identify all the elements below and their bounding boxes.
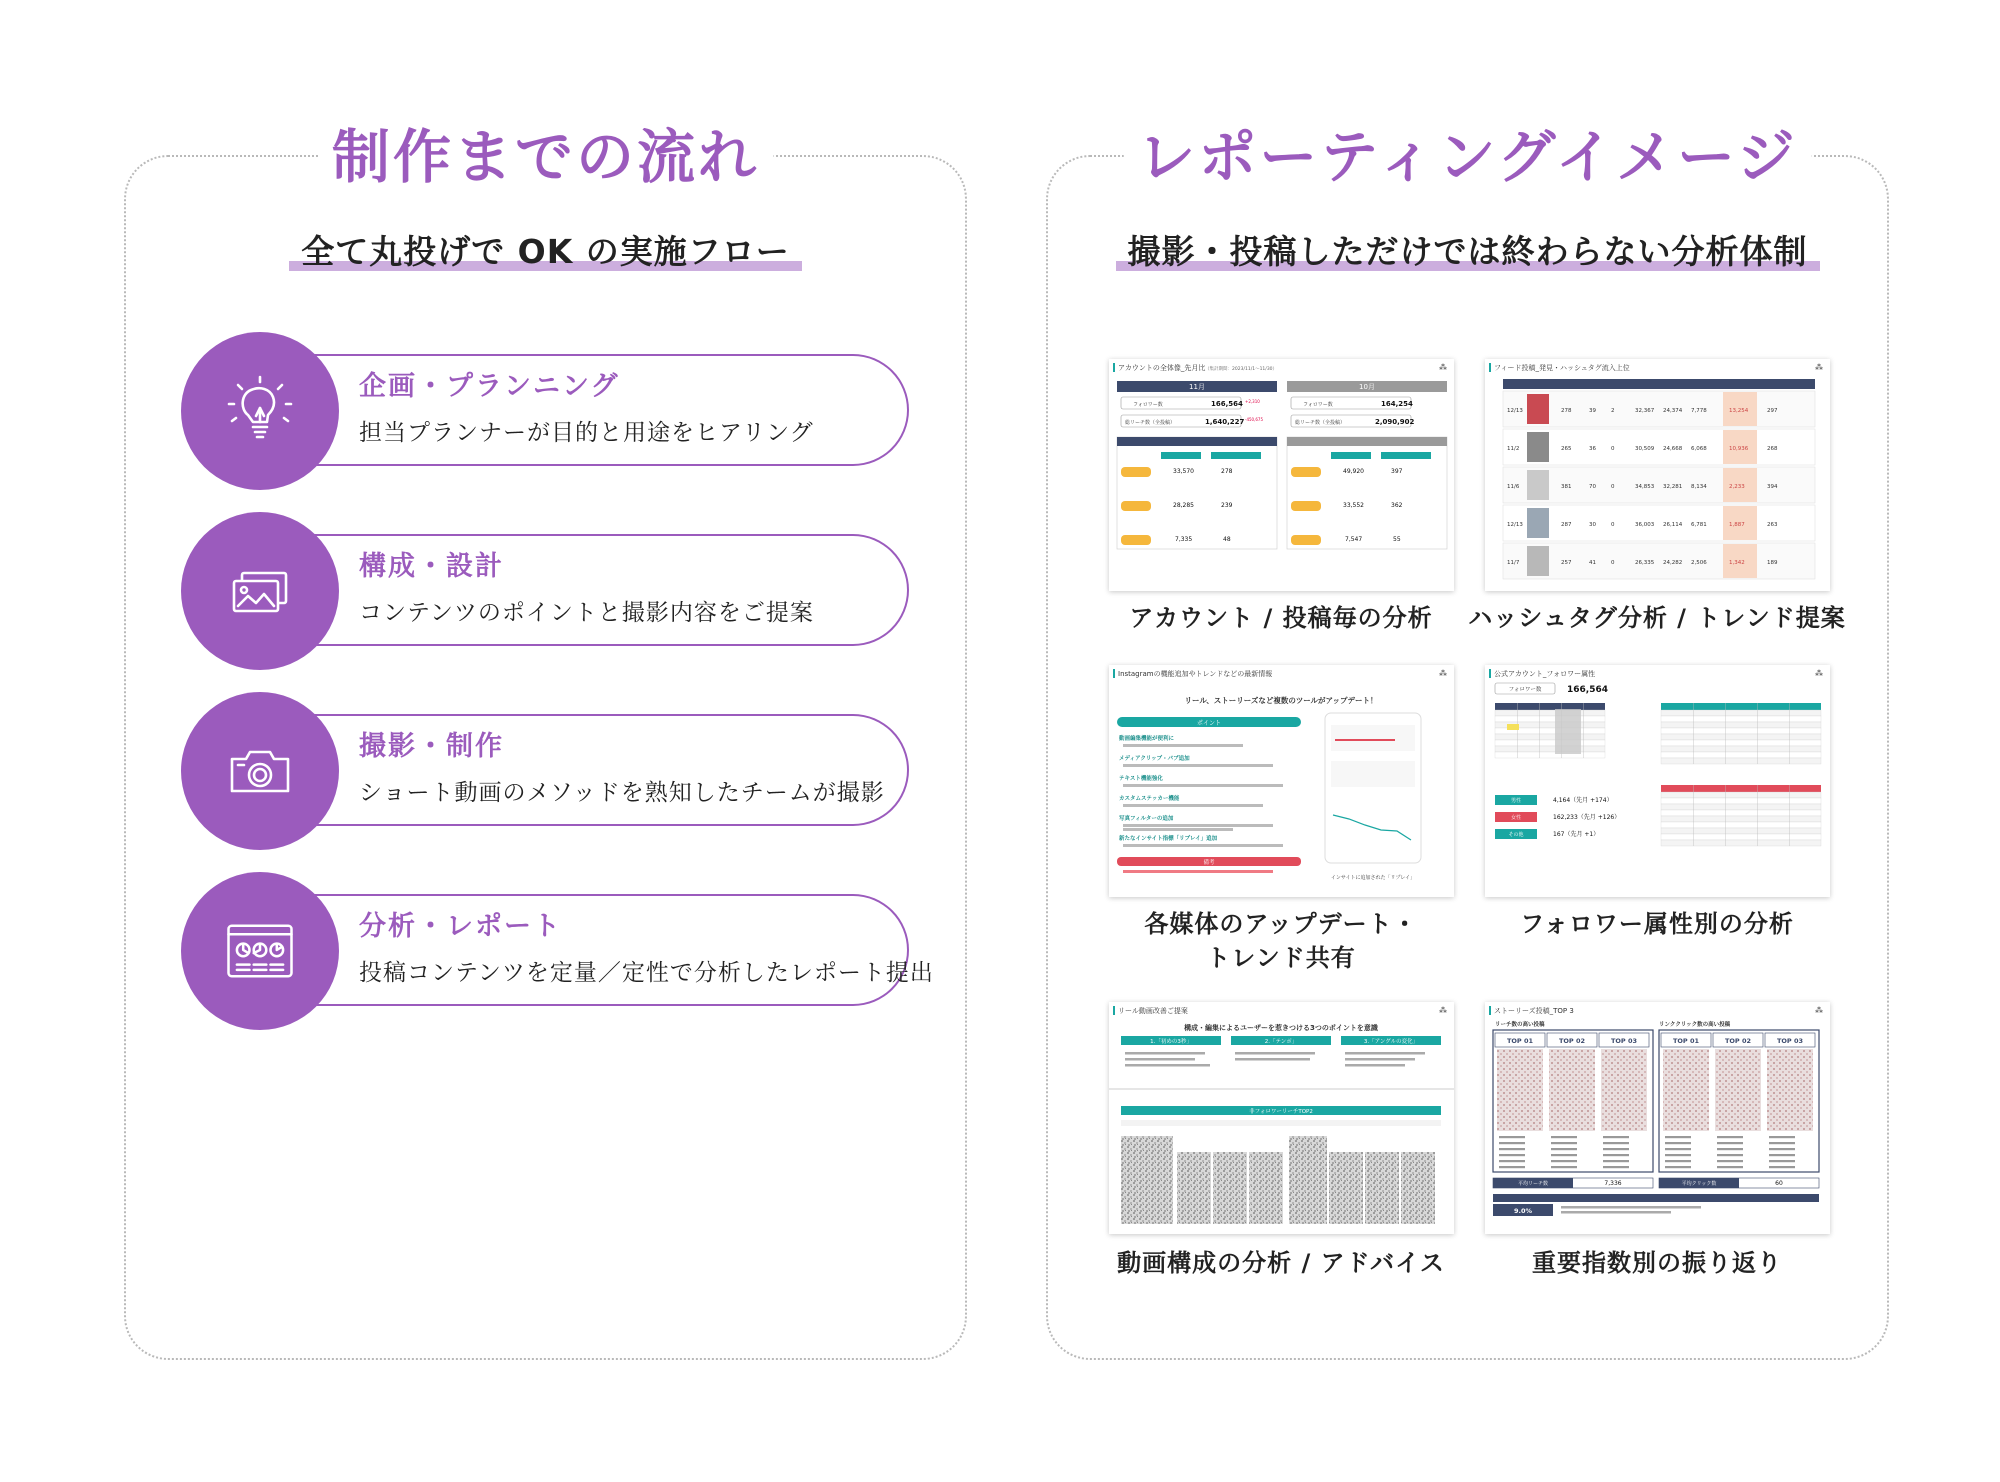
flow-step-title: 分析・レポート	[359, 911, 562, 942]
svg-text:男性: 男性	[1510, 798, 1522, 804]
svg-text:33,552: 33,552	[1343, 502, 1364, 509]
production-flow-subtitle: 全て丸投げで OK の実施フロー	[289, 227, 802, 277]
top-label: TOP 03	[1776, 1037, 1804, 1045]
table-cell: 12/13	[1507, 408, 1523, 414]
table-cell: 1,887	[1729, 522, 1745, 528]
report-thumb-hashtag	[1485, 359, 1830, 591]
svg-text:397: 397	[1391, 468, 1403, 475]
svg-text:162,233（先月 +126）: 162,233（先月 +126）	[1553, 814, 1621, 821]
svg-text:テキスト機能強化: テキスト機能強化	[1119, 776, 1163, 782]
report-caption: ハッシュタグ分析 / トレンド提案	[1468, 604, 1846, 632]
svg-text:リール、ストーリーズなど複数のツールがアップデート！: リール、ストーリーズなど複数のツールがアップデート！	[1184, 696, 1378, 705]
table-cell: 394	[1767, 484, 1778, 490]
svg-text:非フォロワーリーチTOP2: 非フォロワーリーチTOP2	[1249, 1109, 1313, 1115]
table-cell: 2	[1611, 408, 1615, 414]
svg-text:2.「テンポ」: 2.「テンポ」	[1264, 1039, 1298, 1045]
flow-step-design	[181, 512, 911, 670]
table-cell: 2,233	[1729, 484, 1745, 490]
report-thumb-reel	[1109, 1002, 1454, 1234]
table-cell: 265	[1561, 446, 1572, 452]
svg-text:33,570: 33,570	[1173, 468, 1194, 475]
report-caption: 動画構成の分析 / アドバイス	[1117, 1249, 1445, 1277]
camera-icon	[220, 731, 300, 811]
svg-text:164,254: 164,254	[1381, 400, 1413, 408]
svg-text:2,090,902: 2,090,902	[1375, 418, 1415, 426]
svg-text:リンククリック数の高い投稿: リンククリック数の高い投稿	[1659, 1022, 1731, 1028]
reporting-image-title: レポーティングイメージ	[1123, 112, 1812, 202]
report-thumb-updates	[1109, 665, 1454, 897]
table-cell: 12/13	[1507, 522, 1523, 528]
table-cell: 36,003	[1635, 522, 1655, 528]
report-caption: 重要指数別の振り返り	[1532, 1249, 1782, 1277]
svg-text:167（先月 +1）: 167（先月 +1）	[1553, 831, 1600, 838]
flow-step-desc: ショート動画のメソッドを熟知したチームが撮影	[359, 780, 885, 806]
svg-text:28,285: 28,285	[1173, 502, 1194, 509]
lightbulb-icon	[220, 371, 300, 451]
flow-step-desc: 担当プランナーが目的と用途をヒアリング	[359, 420, 814, 446]
production-flow-panel	[124, 123, 967, 1360]
svg-text:⁂: ⁂	[1439, 669, 1447, 678]
svg-text:構成・編集によるユーザーを惹きつける3つのポイントを意識: 構成・編集によるユーザーを惹きつける3つのポイントを意識	[1184, 1024, 1378, 1032]
table-cell: 10,936	[1729, 446, 1749, 452]
table-cell: 32,281	[1663, 484, 1683, 490]
svg-text:インサイトに追加された「リプレイ」: インサイトに追加された「リプレイ」	[1330, 875, 1416, 881]
image-cards-icon	[220, 551, 300, 631]
top-label: TOP 02	[1724, 1037, 1752, 1045]
slide-title: アカウントの全体像_先月比	[1118, 364, 1206, 372]
flow-step-desc: 投稿コンテンツを定量／定性で分析したレポート提出	[359, 960, 934, 986]
report-caption: フォロワー属性別の分析	[1520, 910, 1794, 938]
report-caption: 各媒体のアップデート・ トレンド共有	[1144, 910, 1418, 972]
flow-step-desc: コンテンツのポイントと撮影内容をご提案	[359, 600, 814, 626]
table-cell: 0	[1611, 560, 1615, 566]
svg-text:10月: 10月	[1359, 383, 1375, 391]
table-cell: 24,668	[1663, 446, 1683, 452]
table-cell: 287	[1561, 522, 1572, 528]
svg-text:動画編集機能が便利に: 動画編集機能が便利に	[1119, 736, 1175, 742]
svg-text:60: 60	[1775, 1180, 1783, 1187]
flow-step-shooting	[181, 692, 911, 850]
table-cell: 278	[1561, 408, 1572, 414]
svg-text:平均リーチ数: 平均リーチ数	[1517, 1181, 1549, 1187]
table-cell: 13,254	[1729, 408, 1749, 414]
svg-text:4,164（先月 +174）: 4,164（先月 +174）	[1553, 797, 1613, 804]
svg-text:⁂: ⁂	[1439, 1006, 1447, 1015]
table-cell: 8,134	[1691, 484, 1707, 490]
table-cell: 32,367	[1635, 408, 1655, 414]
table-cell: 0	[1611, 446, 1615, 452]
slide-title: ストーリーズ投稿_TOP 3	[1494, 1007, 1574, 1015]
svg-text:166,564: 166,564	[1567, 685, 1608, 695]
table-cell: 1,342	[1729, 560, 1745, 566]
svg-text:49,920: 49,920	[1343, 468, 1364, 475]
svg-text:3.「アングルの変化」: 3.「アングルの変化」	[1363, 1039, 1419, 1045]
dashboard-icon	[218, 909, 302, 993]
table-cell: 41	[1589, 560, 1596, 566]
table-cell: 70	[1589, 484, 1596, 490]
flow-step-title: 構成・設計	[359, 551, 504, 582]
svg-text:-450,675: -450,675	[1245, 417, 1263, 422]
svg-text:総リーチ数（全投稿）: 総リーチ数（全投稿）	[1125, 420, 1176, 426]
slide-period: （集計期間：2023/11/1〜11/30）	[1205, 367, 1278, 372]
table-cell: 11/7	[1507, 560, 1520, 566]
top-label: TOP 03	[1610, 1037, 1638, 1045]
svg-text:総リーチ数（全投稿）: 総リーチ数（全投稿）	[1295, 420, 1346, 426]
svg-text:55: 55	[1393, 536, 1401, 543]
svg-text:女性: 女性	[1510, 815, 1522, 821]
svg-text:1.「初めの3秒」: 1.「初めの3秒」	[1150, 1039, 1192, 1045]
reporting-image-panel	[1046, 123, 1889, 1360]
production-flow-title: 制作までの流れ	[318, 112, 773, 202]
svg-text:フォロワー数: フォロワー数	[1133, 402, 1163, 408]
svg-text:カスタムステッカー機能: カスタムステッカー機能	[1119, 796, 1180, 802]
svg-text:7,547: 7,547	[1345, 536, 1363, 543]
table-cell: 34,853	[1635, 484, 1655, 490]
table-cell: 257	[1561, 560, 1572, 566]
table-cell: 39	[1589, 408, 1596, 414]
slide-title: 公式アカウント_フォロワー属性	[1494, 670, 1596, 678]
svg-text:⁂: ⁂	[1815, 363, 1823, 372]
top-label: TOP 01	[1506, 1037, 1534, 1045]
svg-text:9.0%: 9.0%	[1513, 1207, 1533, 1215]
table-cell: 2,506	[1691, 560, 1707, 566]
table-cell: 11/6	[1507, 484, 1520, 490]
slide-title: フィード投稿_発見・ハッシュタグ流入上位	[1494, 364, 1630, 372]
table-cell: 6,068	[1691, 446, 1707, 452]
svg-text:⁂: ⁂	[1439, 363, 1447, 372]
svg-text:7,335: 7,335	[1175, 536, 1193, 543]
table-cell: 30,509	[1635, 446, 1655, 452]
table-cell: 24,282	[1663, 560, 1683, 566]
svg-text:+2,310: +2,310	[1245, 399, 1260, 404]
svg-text:362: 362	[1391, 502, 1403, 509]
table-cell: 6,781	[1691, 522, 1707, 528]
flow-step-planning	[181, 332, 911, 490]
table-cell: 30	[1589, 522, 1596, 528]
table-cell: 24,374	[1663, 408, 1683, 414]
svg-text:⁂: ⁂	[1815, 669, 1823, 678]
svg-text:239: 239	[1221, 502, 1233, 509]
svg-text:リーチ数の高い投稿: リーチ数の高い投稿	[1495, 1022, 1545, 1028]
report-caption: アカウント / 投稿毎の分析	[1129, 604, 1433, 632]
svg-text:⁂: ⁂	[1815, 1006, 1823, 1015]
report-thumb-follower	[1485, 665, 1830, 897]
table-cell: 263	[1767, 522, 1778, 528]
flow-step-report	[181, 872, 934, 1030]
table-cell: 0	[1611, 484, 1615, 490]
report-thumb-stories	[1485, 1002, 1830, 1234]
table-cell: 189	[1767, 560, 1778, 566]
svg-text:新たなインサイト指標「リプレイ」追加: 新たなインサイト指標「リプレイ」追加	[1119, 836, 1218, 842]
flow-step-title: 撮影・制作	[359, 731, 504, 762]
table-cell: 36	[1589, 446, 1596, 452]
table-cell: 381	[1561, 484, 1572, 490]
svg-text:11月: 11月	[1189, 383, 1205, 391]
svg-text:ポイント: ポイント	[1196, 720, 1222, 727]
svg-text:48: 48	[1223, 536, 1231, 543]
svg-text:平均クリック数: 平均クリック数	[1681, 1181, 1717, 1187]
svg-text:備考: 備考	[1203, 860, 1215, 866]
slide-title: Instagramの機能追加やトレンドなどの最新情報	[1118, 670, 1273, 678]
top-label: TOP 01	[1672, 1037, 1700, 1045]
table-cell: 26,114	[1663, 522, 1683, 528]
svg-text:7,336: 7,336	[1604, 1180, 1622, 1187]
table-cell: 297	[1767, 408, 1778, 414]
svg-text:フォロワー数: フォロワー数	[1508, 687, 1542, 693]
svg-text:メディアクリップ・パブ追加: メディアクリップ・パブ追加	[1119, 756, 1190, 762]
svg-text:166,564: 166,564	[1211, 400, 1243, 408]
table-cell: 26,335	[1635, 560, 1655, 566]
table-cell: 11/2	[1507, 446, 1520, 452]
svg-text:写真フィルターの追加: 写真フィルターの追加	[1119, 816, 1174, 822]
svg-text:278: 278	[1221, 468, 1233, 475]
table-cell: 0	[1611, 522, 1615, 528]
top-label: TOP 02	[1558, 1037, 1586, 1045]
slide-title: リール動画改善ご提案	[1118, 1007, 1188, 1015]
svg-text:フォロワー数: フォロワー数	[1303, 402, 1333, 408]
table-cell: 7,778	[1691, 408, 1707, 414]
table-cell: 268	[1767, 446, 1778, 452]
svg-text:1,640,227: 1,640,227	[1205, 418, 1245, 426]
flow-step-title: 企画・プランニング	[359, 371, 620, 402]
svg-text:その他: その他	[1508, 832, 1524, 838]
reporting-image-subtitle: 撮影・投稿しただけでは終わらない分析体制	[1116, 227, 1820, 277]
report-thumb-account	[1109, 359, 1454, 591]
